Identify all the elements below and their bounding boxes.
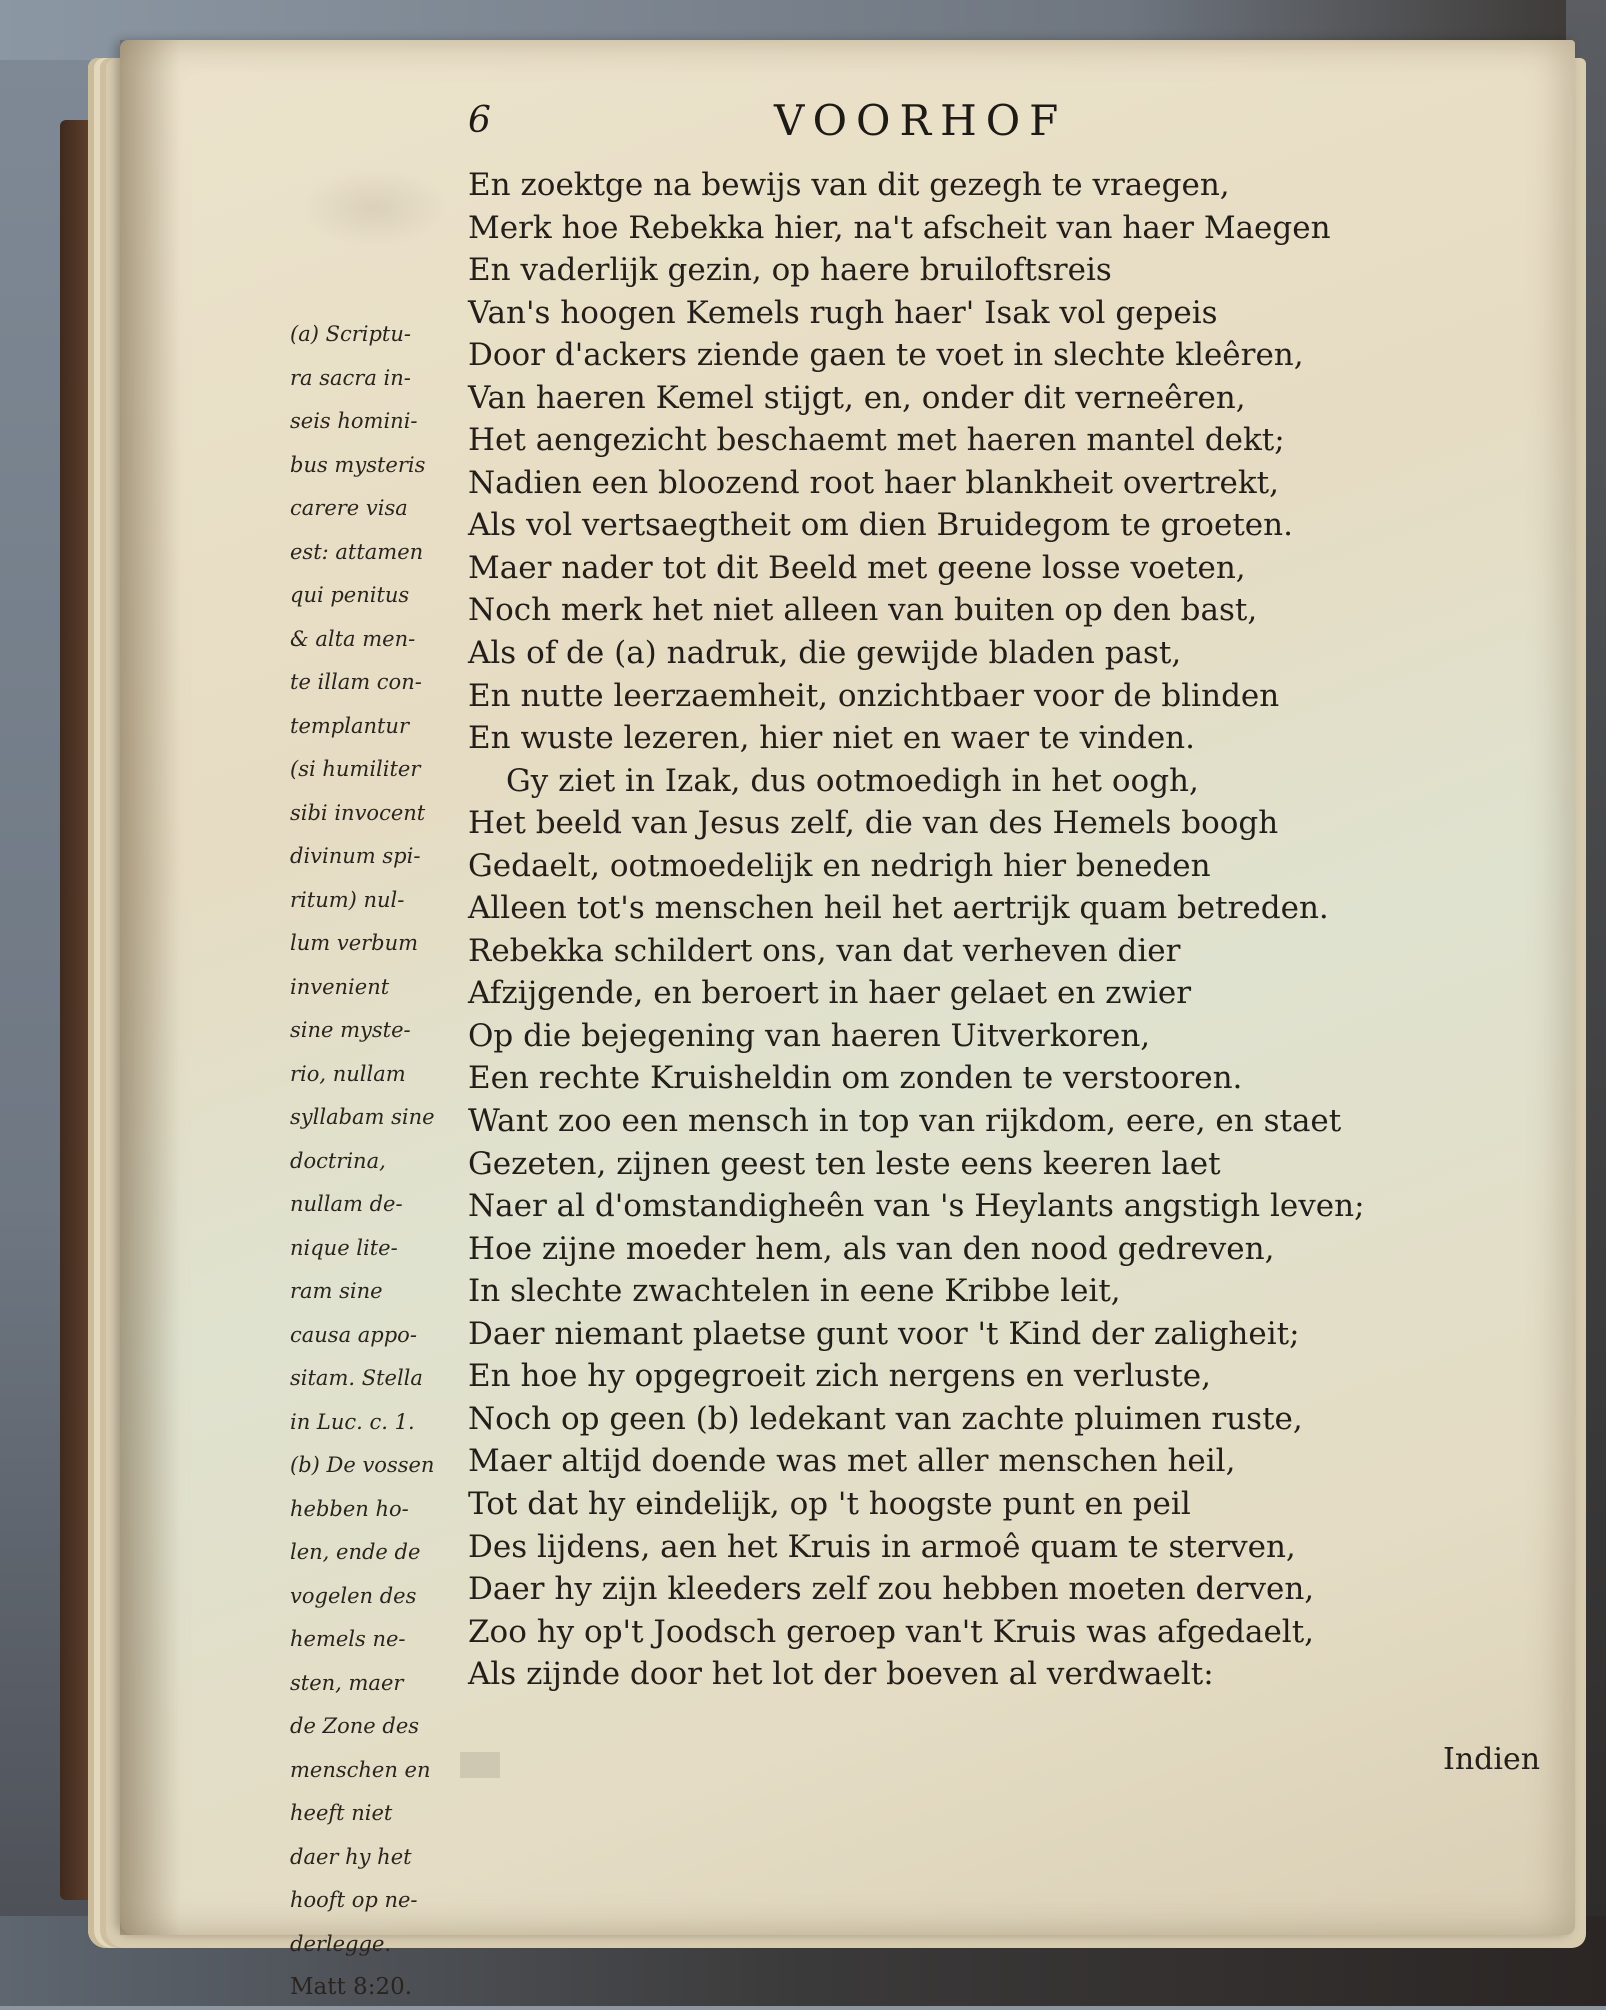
verse-line: Nadien een bloozend root haer blankheit overtrekt, <box>468 464 1279 501</box>
verse-line: En nutte leerzaemheit, onzichtbaer voor de blinden <box>468 677 1280 714</box>
margin-note-line: invenient <box>290 974 390 999</box>
verse-line: Want zoo een mensch in top van rijkdom, eere, en staet <box>468 1103 1342 1140</box>
margin-note-line: causa appo- <box>290 1322 417 1347</box>
verse-line: Noch merk het niet alleen van buiten op den bast, <box>468 592 1258 629</box>
margin-note-line: est: attamen <box>290 539 424 564</box>
margin-note-line: sibi invocent <box>290 800 426 825</box>
verse-line: En wuste lezeren, hier niet en waer te vinden. <box>468 720 1195 757</box>
verse-line: Door d'ackers ziende gaen te voet in slechte kleêren, <box>468 337 1304 374</box>
verse-line: Maer nader tot dit Beeld met geene losse voeten, <box>468 549 1246 586</box>
verse-line: Zoo hy op't Joodsch geroep van't Kruis was afgedaelt, <box>468 1613 1315 1650</box>
verse-line: Maer altijd doende was met aller menschen heil, <box>468 1443 1236 1480</box>
margin-note-line: rio, nullam <box>290 1061 406 1086</box>
catchword: Indien <box>1443 1742 1541 1777</box>
margin-note-line: menschen en <box>290 1757 431 1782</box>
margin-note-line: bus mysteris <box>290 452 426 477</box>
margin-note-line: nique lite- <box>290 1235 398 1260</box>
margin-note-line: heeft niet <box>290 1801 393 1825</box>
margin-note-line: ra sacra in- <box>290 365 411 390</box>
verse-line: Het beeld van Jesus zelf, die van des Hemels boogh <box>468 805 1279 842</box>
page-number: 6 <box>468 100 491 141</box>
margin-note-line: derlegge. <box>290 1931 392 1956</box>
verse-line: Van haeren Kemel stijgt, en, onder dit verneêren, <box>468 379 1246 416</box>
page-header <box>468 98 1228 148</box>
margin-note-line: hemels ne- <box>290 1627 406 1651</box>
margin-note-line: seis homini- <box>290 409 418 433</box>
margin-note-line: templantur <box>290 713 409 738</box>
spine-shadow <box>120 40 180 1935</box>
verse-line: Des lijdens, aen het Kruis in armoê quam te sterven, <box>468 1528 1296 1565</box>
margin-note-line: hebben ho- <box>290 1496 409 1521</box>
verse-line: Merk hoe Rebekka hier, na't afscheit van haer Maegen <box>468 209 1331 246</box>
verse-line: Tot dat hy eindelijk, op 't hoogste punt en peil <box>468 1485 1191 1522</box>
verse-line: Als of de (a) nadruk, die gewijde bladen past, <box>468 635 1182 672</box>
margin-note-line: sitam. Stella <box>290 1366 423 1390</box>
margin-note-line: (si humiliter <box>290 757 421 781</box>
verse-line: Naer al d'omstandigheên van 's Heylants angstigh leven; <box>468 1188 1365 1225</box>
margin-note-line: Matt 8:20. <box>290 1974 413 2000</box>
verse-body <box>468 164 1468 1696</box>
verse-line: Rebekka schildert ons, van dat verheven dier <box>468 932 1181 969</box>
margin-note-line: in Luc. c. 1. <box>290 1409 415 1434</box>
margin-note-line: vogelen des <box>290 1583 417 1608</box>
verse-line: Op die bejegening van haeren Uitverkoren, <box>468 1017 1151 1054</box>
verse-line: Gedaelt, ootmoedelijk en nedrigh hier beneden <box>468 847 1211 884</box>
verse-line: En zoektge na bewijs van dit gezegh te vraegen, <box>468 167 1230 203</box>
verse-line: Als zijnde door het lot der boeven al verdwaelt: <box>468 1656 1214 1693</box>
running-title: VOORHOF <box>774 96 1068 145</box>
verse-line: Hoe zijne moeder hem, als van den nood gedreven, <box>468 1230 1275 1267</box>
verse-line: En vaderlijk gezin, op haere bruiloftsreis <box>468 252 1112 289</box>
verse-line: Van's hoogen Kemels rugh haer' Isak vol gepeis <box>468 294 1218 331</box>
verse-line: Een rechte Kruisheldin om zonden te verstooren. <box>468 1060 1243 1097</box>
margin-note-line: hooft op ne- <box>290 1888 418 1912</box>
verse-line: Als vol vertsaegtheit om dien Bruidegom te groeten. <box>468 507 1293 544</box>
margin-note-line: daer hy het <box>290 1844 412 1869</box>
verse-line: Alleen tot's menschen heil het aertrijk quam betreden. <box>468 890 1329 927</box>
show-through-mark <box>300 168 450 248</box>
verse-line: En hoe hy opgegroeit zich nergens en verluste, <box>468 1358 1211 1395</box>
verse-line: Het aengezicht beschaemt met haeren mantel dekt; <box>468 422 1285 459</box>
margin-note-line: (a) Scriptu- <box>290 322 411 346</box>
show-through-mark-bottom <box>460 1752 500 1778</box>
margin-notes <box>290 313 470 2010</box>
verse-line: Noch op geen (b) ledekant van zachte pluimen ruste, <box>468 1400 1303 1437</box>
margin-note-line: te illam con- <box>290 670 422 694</box>
verse-line: Gy ziet in Izak, dus ootmoedigh in het oogh, <box>506 762 1199 799</box>
margin-note-line: sten, maer <box>290 1670 404 1695</box>
margin-note-line: ram sine <box>290 1279 383 1303</box>
margin-note-line: syllabam sine <box>290 1105 435 1129</box>
margin-note-line: de Zone des <box>290 1714 420 1738</box>
margin-note-line: divinum spi- <box>290 844 421 868</box>
margin-note-line: (b) De vossen <box>290 1453 435 1477</box>
verse-line: In slechte zwachtelen in eene Kribbe leit, <box>468 1273 1121 1310</box>
verse-line: Daer niemant plaetse gunt voor 't Kind der zaligheit; <box>468 1315 1300 1352</box>
margin-note-line: ritum) nul- <box>290 887 405 912</box>
margin-note-line: len, ende de <box>290 1540 421 1564</box>
margin-note-line: lum verbum <box>290 931 419 955</box>
margin-note-line: sine myste- <box>290 1018 411 1042</box>
margin-note-line: & alta men- <box>290 626 416 651</box>
margin-note-line: nullam de- <box>290 1192 403 1216</box>
margin-note-line: doctrina, <box>290 1148 386 1173</box>
margin-note-line: carere visa <box>290 496 408 520</box>
verse-line: Daer hy zijn kleeders zelf zou hebben moeten derven, <box>468 1571 1315 1608</box>
verse-line: Afzijgende, en beroert in haer gelaet en zwier <box>468 975 1192 1012</box>
verse-line: Gezeten, zijnen geest ten leste eens keeren laet <box>468 1145 1221 1182</box>
margin-note-line: qui penitus <box>290 583 410 607</box>
